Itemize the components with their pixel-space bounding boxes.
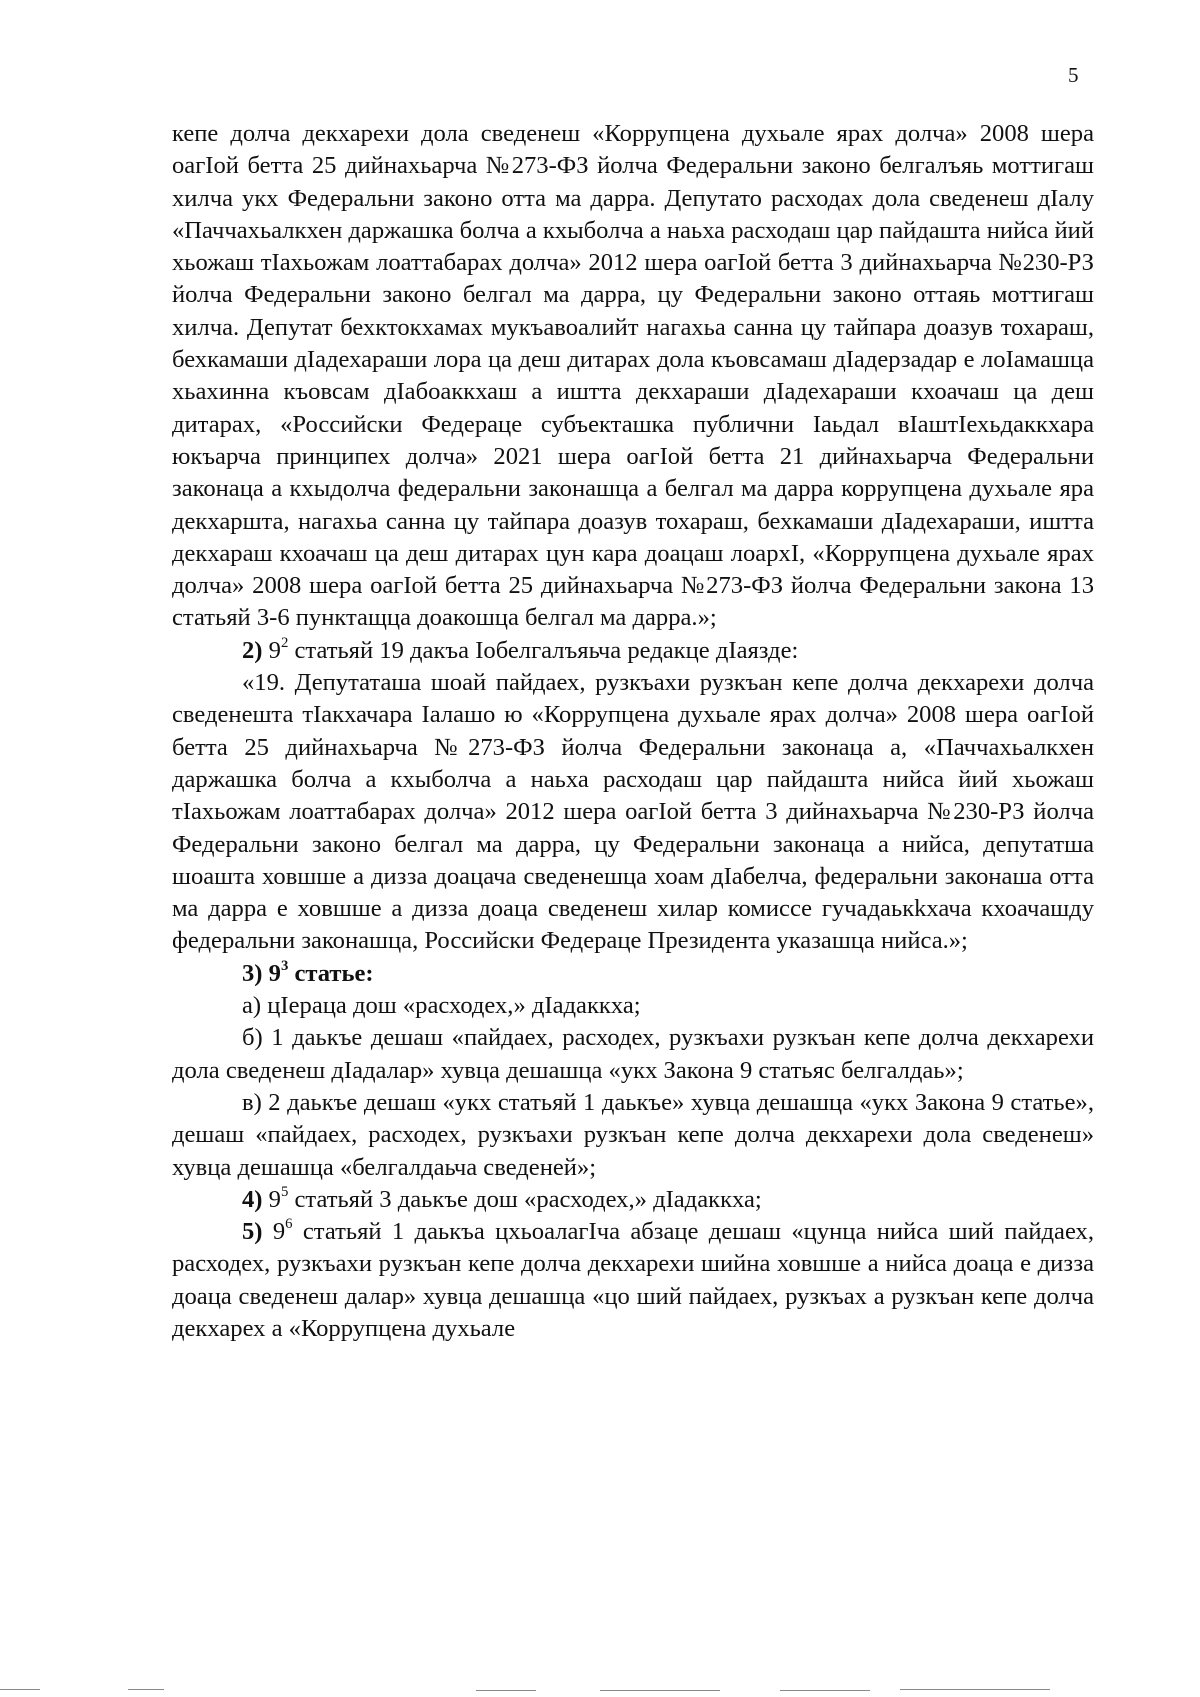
scan-artifact-line — [600, 1690, 720, 1691]
item-number-5: 5) — [242, 1218, 263, 1246]
item-number-3: 3) — [242, 959, 263, 987]
paragraph-9 — [172, 1216, 1094, 1345]
scan-artifact-line — [128, 1689, 164, 1690]
scan-artifact-line — [0, 1689, 40, 1690]
item-number-4: 4) — [242, 1185, 263, 1213]
article-superscript: 5 — [280, 1183, 289, 1200]
scan-artifact-line — [476, 1690, 536, 1691]
scan-artifact-line — [900, 1689, 1050, 1690]
article-number: 9 — [268, 1185, 281, 1213]
paragraph-2 — [172, 635, 1094, 667]
paragraph-8 — [172, 1184, 1094, 1216]
scan-artifact-line — [780, 1690, 870, 1691]
paragraph-6: б) 1 даькъе дешаш «пайдаех, расходех, рузкъахи рузкъан кепе долча декхарехи дола сведенеш дIадалар» хувца дешашца «укх Закона 9 статьяс белгалдаь»; — [172, 1024, 1094, 1084]
paragraph-3: «19. Депутаташа шоай пайдаех, рузкъахи рузкъан кепе долча декхарехи долча сведенешта тIакхачара Iалашо ю «Коррупцена духьале ярах долча» 2008 шера оагIой бетта 25 дийнахьарча №273-ФЗ йолча Федеральни законаца а, «Паччахьалкхен даржашка болча а кхыболча а наьха расходаш цар пайдашта нийса йий хьожаш тIахьожам лоаттабарах долча» 2012 шера оагIой бетта 3 дийнахьарча №230-РЗ йолча Федеральни законо белгал ма дарра, цу Федеральни законаца а нийса, депутатша шоашта ховшше а дизза доацача сведенешца хоам дIабелча, федеральни законаша отта ма дарра е ховшше а дизза доаца сведенеш хилар комиссе гучадаькkхача кхоачашду федеральни законашца, Российски Федераце Президента указашца нийса.»; — [172, 669, 1094, 955]
article-superscript: 6 — [285, 1216, 293, 1233]
paragraph-7: в) 2 даькъе дешаш «укх статьяй 1 даькъе» хувца дешашца «укх Закона 9 статье», дешаш «пайдаех, расходех, рузкъахи рузкъан кепе долча декхарехи дола сведенеш» хувца дешашца «белгалдаьча сведеней»; — [172, 1088, 1094, 1181]
article-superscript: 2 — [280, 634, 289, 651]
article-number: 9 — [268, 959, 281, 987]
article-number: 9 — [272, 1218, 286, 1246]
article-superscript: 3 — [280, 957, 289, 974]
article-number: 9 — [268, 636, 281, 664]
paragraph-8-text: статьяй 3 даькъе дош «расходех,» дIадаккха; — [288, 1185, 762, 1213]
item-number-2: 2) — [242, 636, 263, 664]
paragraph-5: а) цIераца дош «расходех,» дIадаккха; — [242, 992, 641, 1020]
paragraph-4 — [172, 958, 1094, 990]
document-body — [172, 118, 1094, 1345]
paragraph-2-text: статьяй 19 дакъа Iобелгалъяьча редакце дIаязде: — [288, 636, 799, 664]
paragraph-9-text: статьяй 1 даькъа цхьоалагIча абзаце дешаш «цунца нийса ший пайдаех, расходех, рузкъахи рузкъан кепе долча декхарехи шийна ховшше а нийса доаца е дизза доаца сведенеш далар» хувца дешашца «цо ший пайдаех, рузкъах а рузкъан кепе долча декхарех а «Коррупцена духьале — [172, 1218, 1094, 1342]
paragraph-1: кепе долча декхарехи дола сведенеш «Коррупцена духьале ярах долча» 2008 шера оагIой бетта 25 дийнахьарча №273-ФЗ йолча Федеральни законо белгалъяь моттигаш хилча укх Федеральни законо отта ма дарра. Депутато расходах дола сведенеш дIалу «Паччахьалкхен даржашка болча а кхыболча а наьха расходаш цар пайдашта нийса йий хьожаш тIахьожам лоаттабарах долча» 2012 шера оагIой бетта 3 дийнахьарча №230-РЗ йолча Федеральни законо белгал ма дарра, цу Федеральни законо оттаяь моттигаш хилча. Депутат бехктокхамах мукъавоалийт нагахьа санна цу тайпара доазув тохараш, бехкамаши дIадехараши лора ца деш дитарах дола къовсамаш дIадерзадар е лоIамашца хьахинна къовсам дIабоаккхаш а иштта декхараши дIадехараши кхоачаш ца деш дитарах, «Российски Федераце субъекташка публични Iаьдал вIаштIехьдаккхара юкъарча принципех долча» 2021 шера оагIой бетта 21 дийнахьарча Федеральни законаца а кхыдолча федеральни законашца а белгал ма дарра коррупцена духьале яра декхаршта, нагахьа санна цу тайпара доазув тохараш, бехкамаши дIадехараши, иштта декхараш кхоачаш ца деш дитарах цун кара доацаш лоархI, «Коррупцена духьале ярах долча» 2008 шера оагIой бетта 25 дийнахьарча №273-ФЗ йолча Федеральни закона 13 статьяй 3-6 пунктащца доакошца белгал ма дарра.»; — [172, 120, 1095, 632]
paragraph-4-text: статье: — [288, 959, 374, 987]
page-number: 5 — [1068, 63, 1079, 87]
